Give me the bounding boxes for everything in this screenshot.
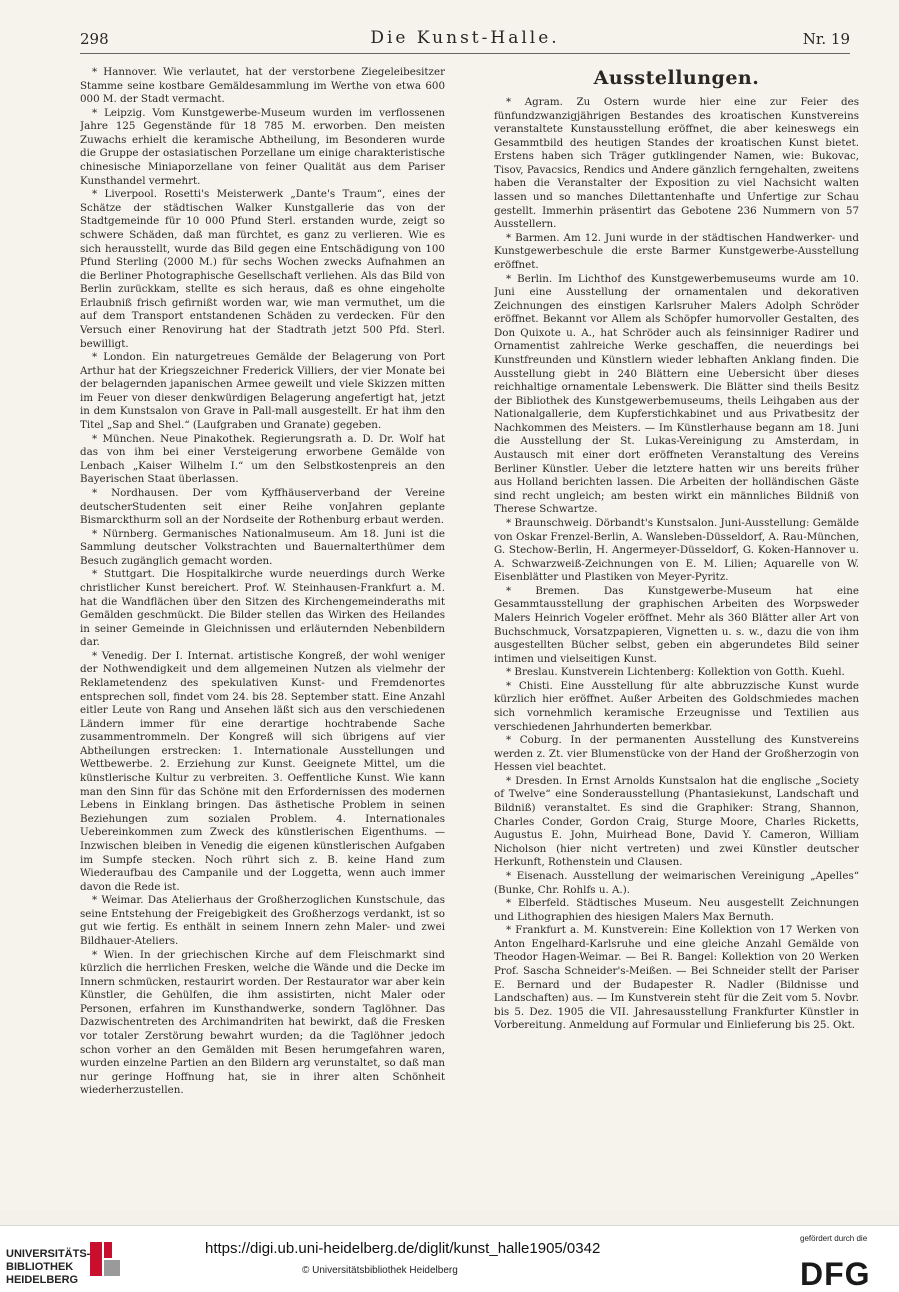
- page-number: 298: [80, 30, 109, 48]
- news-item: * Liverpool. Rosetti's Meisterwerk „Dante's Traum“, eines der Schätze der städtischen Walker Kunstgallerie das von der Stadtgemeinde für 10 000 Pfund Sterl. erstanden wurde, zeigt so schwere Schäden, daß man fürchtet, es ganz zu verlieren. Wie es sich herausstellt, wurde das Bild gegen eine Entschädigung von 100 Pfund Sterling (2000 M.) für sechs Wochen zwecks Aufnahmen an die Berliner Photographische Gesellschaft verliehen. Als das Bild von Berlin zurückkam, stellte es sich heraus, daß es ohne eingeholte Erlaubniß frisch gefirnißt worden war, wie man vermuthet, um die auf dem Transport entstandenen Schäden zu verdecken. Für den Versuch einer Renovirung hat der Stadtrath jetzt 500 Pfd. Sterl. bewilligt.: [80, 188, 445, 350]
- logo-line: UNIVERSITÄTS-: [6, 1248, 91, 1260]
- news-item: * Stuttgart. Die Hospitalkirche wurde neuerdings durch Werke christlicher Kunst bereichert. Prof. W. Steinhausen-Frankfurt a. M. hat die Wandflächen über den Sitzen des Kirchengemeinderaths mit Gemälden geschmückt. Die Bilder stellen das Wirken des Heilandes in seiner Gemeinde in Gleichnissen und erläuternden Nebenbildern dar.: [80, 568, 445, 649]
- exhibition-item: * Braunschweig. Dörbandt's Kunstsalon. Juni-Ausstellung: Gemälde von Oskar Frenzel-Berlin, A. Wansleben-Düsseldorf, A. Rau-München, G. Stechow-Berlin, H. Angermeyer-Düsseldorf, G. Koken-Hannover u. A. Schwarzweiß-Zeichnungen von E. M. Lilien; Aquarelle von W. Eisenblätter und Plastiken von Meyer-Pyritz.: [494, 516, 859, 584]
- news-item: * Hannover. Wie verlautet, hat der verstorbene Ziegeleibesitzer Stamme seine kostbare Gemäldesammlung im Werthe von etwa 600 000 M. der Stadt vermacht.: [80, 66, 445, 106]
- logo-line: BIBLIOTHEK: [6, 1261, 74, 1273]
- news-item: * München. Neue Pinakothek. Regierungsrath a. D. Dr. Wolf hat das von ihm bei einer Versteigerung erworbene Gemälde von Lenbach „Kaiser Wilhelm I.“ um den Selbstkostenpreis an den Bayerischen Staat überlassen.: [80, 432, 445, 486]
- news-item: * Leipzig. Vom Kunstgewerbe-Museum wurden im verflossenen Jahre 125 Gegenstände für 18 785 M. erworben. Den meisten Zuwachs erhielt die keramische Abtheilung, im Besonderen wurde die Gruppe der ostasiatischen Porzellane um einige charakteristische chinesische Miniaporzellane von feiner Qualität aus dem Pariser Kunsthandel vermehrt.: [80, 106, 445, 187]
- news-item: * Nürnberg. Germanisches Nationalmuseum. Am 18. Juni ist die Sammlung deutscher Volkstrachten und Bauernalterthümer dem Besuch zugänglich gemacht worden.: [80, 527, 445, 567]
- footer-bar: [0, 1225, 899, 1292]
- news-item: * Venedig. Der I. Internat. artistische Kongreß, der wohl weniger der Nothwendigkeit und dem allgemeinen Nutzen als vielmehr der Reklametendenz des spekulativen Kunst- und Fremdenortes entsprechen soll, findet vom 24. bis 28. September statt. Eine Anzahl eitler Leute von Rang und Ansehen läßt sich aus den verschiedenen Ländern immer für eine derartige hochtrabende Sache zusammentrommeln. Der Kongreß will sich übrigens auf vier Abtheilungen erstrecken: 1. Internationale Ausstellungen und Wettbewerbe. 2. Erziehung zur Kunst. Geeignete Mittel, um die künstlerische Kultur zu verbreiten. 3. Oeffentliche Kunst. Wie kann man den Sinn für das Schöne mit den Erfordernissen des modernen Lebens in Einklang bringen. Das ästhetische Problem in seinen Beziehungen zum sozialen Problem. 4. Internationales Uebereinkommen zum Zweck des künstlerischen Eigenthums. — Inzwischen bleiben in Venedig die eigenen künstlerischen Aufgaben im Sumpfe stecken. Noch rührt sich z. B. keine Hand zum Wiederaufbau des Campanile und der Loggetta, wenn auch immer davon die Rede ist.: [80, 649, 445, 893]
- exhibition-item: * Berlin. Im Lichthof des Kunstgewerbemuseums wurde am 10. Juni eine Ausstellung der ornamentalen und dekorativen Zeichnungen des einstigen Karlsruher Malers Adolph Schröder eröffnet. Bekannt vor Allem als Schöpfer humorvoller Gestalten, des Don Quixote u. A., hat Schröder auch als feinsinniger Radirer und Ornamentist zahlreiche Werke geschaffen, die neuerdings bei Kunstfreunden und Künstlern wieder lebhaften Anklang finden. Die Ausstellung giebt in 240 Blättern eine Uebersicht über dieses reichhaltige ornamentale Lebenswerk. Die Blätter sind theils Besitz der Bibliothek des Kunstgewerbemuseums, theils Leihgaben aus der Nationalgallerie, dem Kupferstichkabinet und aus Privatbesitz der Nachkommen des Meisters. — Im Künstlerhause begann am 18. Juni die Ausstellung der St. Lukas-Vereinigung zu Amsterdam, in Austausch mit einer dort eröffneten Veranstaltung des Vereins Berliner Künstler. Ueber die letztere hatten wir uns bereits früher aus Holland berichten lassen. Die Arbeiten der holländischen Gäste sind recht ungleich; am besten wirkt ein männliches Bildniß von Therese Schwartze.: [494, 272, 859, 516]
- logo-line: HEIDELBERG: [6, 1274, 79, 1286]
- page-header: [80, 28, 850, 54]
- exhibition-item: * Breslau. Kunstverein Lichtenberg: Kollektion von Gotth. Kuehl.: [506, 666, 845, 679]
- funding-note: gefördert durch die: [800, 1234, 868, 1243]
- exhibition-item: * Dresden. In Ernst Arnolds Kunstsalon hat die englische „Society of Twelve“ eine Sonderausstellung (Phantasiekunst, Landschaft und Bildniß) veranstaltet. Es sind die Graphiker: Strang, Shannon, Charles Conder, Gordon Craig, Sturge Moore, Charles Ricketts, Augustus E. John, Muirhead Bone, David Y. Cameron, William Nicholson (hier nicht vertreten) und zwei Künstler deutscher Herkunft, Rothenstein und Clausen.: [494, 774, 859, 869]
- issue-number: Nr. 19: [802, 30, 850, 48]
- exhibition-item: * Elberfeld. Städtisches Museum. Neu ausgestellt Zeichnungen und Lithographien des hiesigen Malers Max Bernuth.: [494, 897, 859, 923]
- news-item: * London. Ein naturgetreues Gemälde der Belagerung von Port Arthur hat der Kriegszeichner Frederick Villiers, der vier Monate bei der belagernden japanischen Armee geweilt und viele Skizzen mitten im Feuer von dieser denkwürdigen Belagerung angefertigt hat, jetzt in dem Kunstsalon von Grave in Pall-mall ausgestellt. Er hat ihm den Titel „Sap and Shel.“ (Laufgraben und Granate) gegeben.: [80, 351, 445, 432]
- library-logo[interactable]: [6, 1248, 90, 1287]
- news-item: * Weimar. Das Atelierhaus der Großherzoglichen Kunstschule, das seine Entstehung der Freigebigkeit des Großherzogs verdankt, ist so gut wie fertig. Es enthält in seinem Innern zehn Maler- und zwei Bildhauer-Ateliers.: [80, 894, 445, 947]
- right-column: [494, 66, 859, 1191]
- copyright-notice: © Universitätsbibliothek Heidelberg: [302, 1265, 458, 1276]
- news-item: * Wien. In der griechischen Kirche auf dem Fleischmarkt sind kürzlich die herrlichen Fresken, welche die Wände und die Decke im Innern schmücken, restaurirt worden. Der Restaurator war aber kein Künstler, die Gehülfen, die ihm assistirten, nicht Maler oder Personen, erfahren im Kunsthandwerke, sondern Taglöhner. Das Dazwischentreten des Archimandriten hat bewirkt, daß die Fresken vor totaler Zerstörung bewahrt wurden; da die Taglöhner jedoch schon vorher an den Gemälden mit Besen herumgefahren waren, wurden einzelne Partien an den Bildern arg verunstaltet, so daß man nur geringe Hoffnung hat, sie in ihrer alten Schönheit wiederherzustellen.: [80, 948, 445, 1097]
- exhibition-item: * Coburg. In der permanenten Ausstellung des Kunstvereins werden z. Zt. vier Blumenstücke von der Hand der Großherzogin von Hessen viel beachtet.: [494, 734, 859, 774]
- exhibition-item: * Eisenach. Ausstellung der weimarischen Vereinigung „Apelles“ (Bunke, Chr. Rohlfs u. A.).: [494, 869, 859, 896]
- exhibition-item: * Bremen. Das Kunstgewerbe-Museum hat eine Gesammtausstellung der graphischen Arbeiten des Worpsweder Malers Heinrich Vogeler eröffnet. Mehr als 360 Blätter aller Art von Buchschmuck, Vorsatzpapieren, Vignetten u. s. w., dazu die von ihm ausgestellten Bücher selbst, geben ein abgerundetes Bild seiner intimen und vielseitigen Kunst.: [494, 584, 859, 665]
- permalink-link[interactable]: https://digi.ub.uni-heidelberg.de/diglit/kunst_halle1905/0342: [205, 1240, 601, 1257]
- exhibition-item: * Barmen. Am 12. Juni wurde in der städtischen Handwerker- und Kunstgewerbeschule die erste Barmer Kunstgewerbe-Ausstellung eröffnet.: [494, 231, 859, 271]
- news-item: * Nordhausen. Der vom Kyffhäuserverband der Vereine deutscherStudenten seit einer Reihe vonJahren geplante Bismarckthurm soll an der Nordseite der Rothenburg erbaut werden.: [80, 486, 445, 527]
- exhibition-item: * Agram. Zu Ostern wurde hier eine zur Feier des fünfundzwanzigjährigen Bestandes des kroatischen Kunstvereins veranstaltete Kunstausstellung eröffnet, die aber keineswegs ein Gesammtbild des heutigen Standes der kroatischen Kunst bietet. Erstens haben sich Träger gutklingender Namen, wie: Bukovac, Tisov, Pavacsics, Rendics und Andere gänzlich ferngehalten, zweitens haben die Veranstalter der Exposition zu viel Nachsicht walten lassen und so manches Dilettantenhafte und Unfertige zur Schau gestellt. Immerhin präsentirt das Gebotene 236 Nummern von 57 Ausstellern.: [494, 96, 859, 231]
- exhibition-item: * Chisti. Eine Ausstellung für alte abbruzzische Kunst wurde kürzlich hier eröffnet. Außer Arbeiten des Goldschmiedes machen sich vornehmlich keramische Erzeugnisse und Textilien aus verschiedenen Jahrhunderten bemerkbar.: [494, 679, 859, 733]
- left-column: [80, 66, 445, 1191]
- dfg-logo[interactable]: DFG: [800, 1256, 871, 1292]
- library-emblem-icon: [88, 1240, 122, 1278]
- running-title: Die Kunst-Halle.: [370, 28, 560, 48]
- section-title: Ausstellungen.: [593, 67, 760, 89]
- exhibition-item: * Frankfurt a. M. Kunstverein: Eine Kollektion von 17 Werken von Anton Engelhard-Karlsruhe und eine gleiche Anzahl Gemälde von Theodor Hagen-Weimar. — Bei R. Bangel: Kollektion von 20 Werken Prof. Sascha Schneider's-Meißen. — Bei Schneider stellt der Pariser E. Bernard und der Budapester R. Nadler (Bildnisse und Landschaften) aus. — Im Kunstverein steht für die Zeit vom 5. Novbr. bis 5. Dez. 1905 die VII. Jahresausstellung Frankfurter Künstler in Vorbereitung. Anmeldung auf Formular und Einlieferung bis 25. Okt.: [494, 924, 859, 1032]
